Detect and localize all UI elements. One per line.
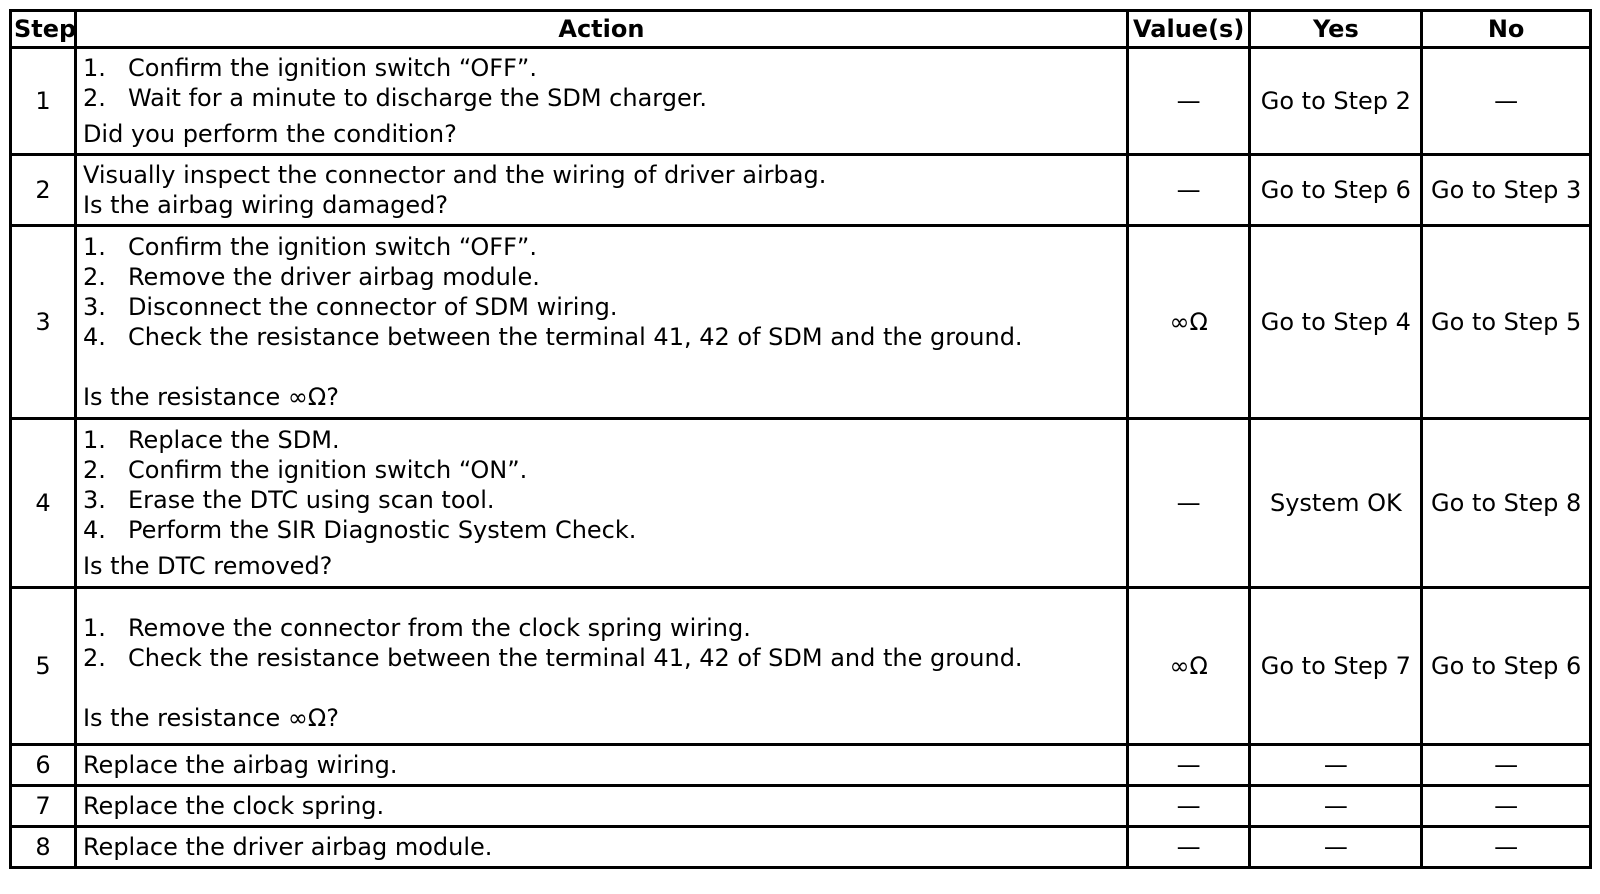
yes-cell: System OK bbox=[1250, 419, 1422, 588]
action-step bbox=[83, 232, 1120, 262]
action-step-number: 3. bbox=[82, 293, 106, 321]
no-cell: — bbox=[1422, 827, 1591, 868]
action-step-text: Erase the DTC using scan tool. bbox=[127, 486, 495, 514]
action-step bbox=[83, 292, 1120, 322]
action-steps bbox=[83, 232, 1120, 352]
no-cell: — bbox=[1422, 48, 1591, 155]
action-step-text: Wait for a minute to discharge the SDM charger. bbox=[127, 84, 708, 112]
action-step-text: Replace the SDM. bbox=[127, 426, 340, 454]
action-step-text: Remove the driver airbag module. bbox=[127, 263, 540, 291]
action-step-number: 2. bbox=[82, 84, 106, 112]
value-cell: — bbox=[1127, 48, 1250, 155]
action-step-number: 1. bbox=[82, 233, 106, 261]
yes-cell: Go to Step 2 bbox=[1250, 48, 1422, 155]
action-step-number: 1. bbox=[82, 614, 106, 642]
yes-cell: — bbox=[1250, 827, 1422, 868]
table-row bbox=[11, 48, 1591, 155]
action-cell bbox=[75, 588, 1127, 745]
action-step-number: 2. bbox=[82, 263, 106, 291]
action-step bbox=[83, 83, 1120, 113]
no-cell: Go to Step 3 bbox=[1422, 155, 1591, 226]
step-number: 7 bbox=[11, 786, 76, 827]
value-cell: — bbox=[1127, 155, 1250, 226]
action-step bbox=[83, 53, 1120, 83]
action-step bbox=[83, 455, 1120, 485]
header-action: Action bbox=[75, 11, 1127, 48]
action-cell: Replace the airbag wiring. bbox=[75, 745, 1127, 786]
header-no: No bbox=[1422, 11, 1591, 48]
yes-cell: — bbox=[1250, 786, 1422, 827]
action-step bbox=[83, 643, 1120, 673]
action-step bbox=[83, 515, 1120, 545]
action-step-text: Confirm the ignition switch “OFF”. bbox=[127, 54, 537, 82]
step-number: 2 bbox=[11, 155, 76, 226]
action-step-number: 4. bbox=[82, 516, 106, 544]
action-question: Is the resistance ∞Ω? bbox=[82, 383, 339, 411]
diagnostic-table bbox=[9, 9, 1592, 869]
action-steps bbox=[83, 613, 1120, 673]
action-step-text: Confirm the ignition switch “ON”. bbox=[127, 456, 528, 484]
step-number: 1 bbox=[11, 48, 76, 155]
action-step bbox=[83, 262, 1120, 292]
header-step: Step bbox=[11, 11, 76, 48]
action-step-text: Confirm the ignition switch “OFF”. bbox=[127, 233, 537, 261]
table-row bbox=[11, 155, 1591, 226]
step-number: 4 bbox=[11, 419, 76, 588]
action-step-text: Check the resistance between the terminal 41, 42 of SDM and the ground. bbox=[127, 323, 1023, 351]
action-step-number: 1. bbox=[82, 426, 106, 454]
step-number: 3 bbox=[11, 226, 76, 419]
table-row bbox=[11, 745, 1591, 786]
action-cell bbox=[75, 226, 1127, 419]
action-steps bbox=[83, 53, 1120, 113]
action-question: Is the airbag wiring damaged? bbox=[82, 191, 449, 219]
value-cell: ∞Ω bbox=[1127, 588, 1250, 745]
no-cell: Go to Step 6 bbox=[1422, 588, 1591, 745]
yes-cell: Go to Step 4 bbox=[1250, 226, 1422, 419]
action-question: Is the resistance ∞Ω? bbox=[82, 704, 339, 732]
action-step-text: Perform the SIR Diagnostic System Check. bbox=[127, 516, 637, 544]
no-cell: Go to Step 8 bbox=[1422, 419, 1591, 588]
no-cell: — bbox=[1422, 745, 1591, 786]
table-row bbox=[11, 786, 1591, 827]
step-number: 6 bbox=[11, 745, 76, 786]
action-step-text: Disconnect the connector of SDM wiring. bbox=[127, 293, 618, 321]
action-step bbox=[83, 322, 1120, 352]
yes-cell: — bbox=[1250, 745, 1422, 786]
table-row bbox=[11, 226, 1591, 419]
action-step-text: Check the resistance between the terminal 41, 42 of SDM and the ground. bbox=[127, 644, 1023, 672]
action-line: Visually inspect the connector and the wiring of driver airbag. bbox=[82, 161, 827, 189]
action-step bbox=[83, 613, 1120, 643]
spacer bbox=[83, 673, 1120, 703]
action-cell bbox=[75, 419, 1127, 588]
header-row bbox=[11, 11, 1591, 48]
header-values: Value(s) bbox=[1127, 11, 1250, 48]
value-cell: ∞Ω bbox=[1127, 226, 1250, 419]
no-cell: — bbox=[1422, 786, 1591, 827]
action-step-number: 2. bbox=[82, 456, 106, 484]
action-cell: Replace the clock spring. bbox=[75, 786, 1127, 827]
action-step-number: 3. bbox=[82, 486, 106, 514]
value-cell: — bbox=[1127, 745, 1250, 786]
action-steps bbox=[83, 425, 1120, 545]
yes-cell: Go to Step 6 bbox=[1250, 155, 1422, 226]
action-cell: Replace the driver airbag module. bbox=[75, 827, 1127, 868]
action-step-text: Remove the connector from the clock spring wiring. bbox=[127, 614, 751, 642]
yes-cell: Go to Step 7 bbox=[1250, 588, 1422, 745]
action-question: Did you perform the condition? bbox=[82, 120, 457, 148]
action-question: Is the DTC removed? bbox=[82, 552, 333, 580]
action-cell bbox=[75, 155, 1127, 226]
value-cell: — bbox=[1127, 786, 1250, 827]
table-row bbox=[11, 588, 1591, 745]
step-number: 8 bbox=[11, 827, 76, 868]
value-cell: — bbox=[1127, 827, 1250, 868]
action-step bbox=[83, 425, 1120, 455]
action-cell bbox=[75, 48, 1127, 155]
action-step-number: 2. bbox=[82, 644, 106, 672]
action-step bbox=[83, 485, 1120, 515]
no-cell: Go to Step 5 bbox=[1422, 226, 1591, 419]
header-yes: Yes bbox=[1250, 11, 1422, 48]
table-row bbox=[11, 827, 1591, 868]
value-cell: — bbox=[1127, 419, 1250, 588]
spacer bbox=[83, 352, 1120, 382]
step-number: 5 bbox=[11, 588, 76, 745]
action-step-number: 4. bbox=[82, 323, 106, 351]
action-step-number: 1. bbox=[82, 54, 106, 82]
table-row bbox=[11, 419, 1591, 588]
